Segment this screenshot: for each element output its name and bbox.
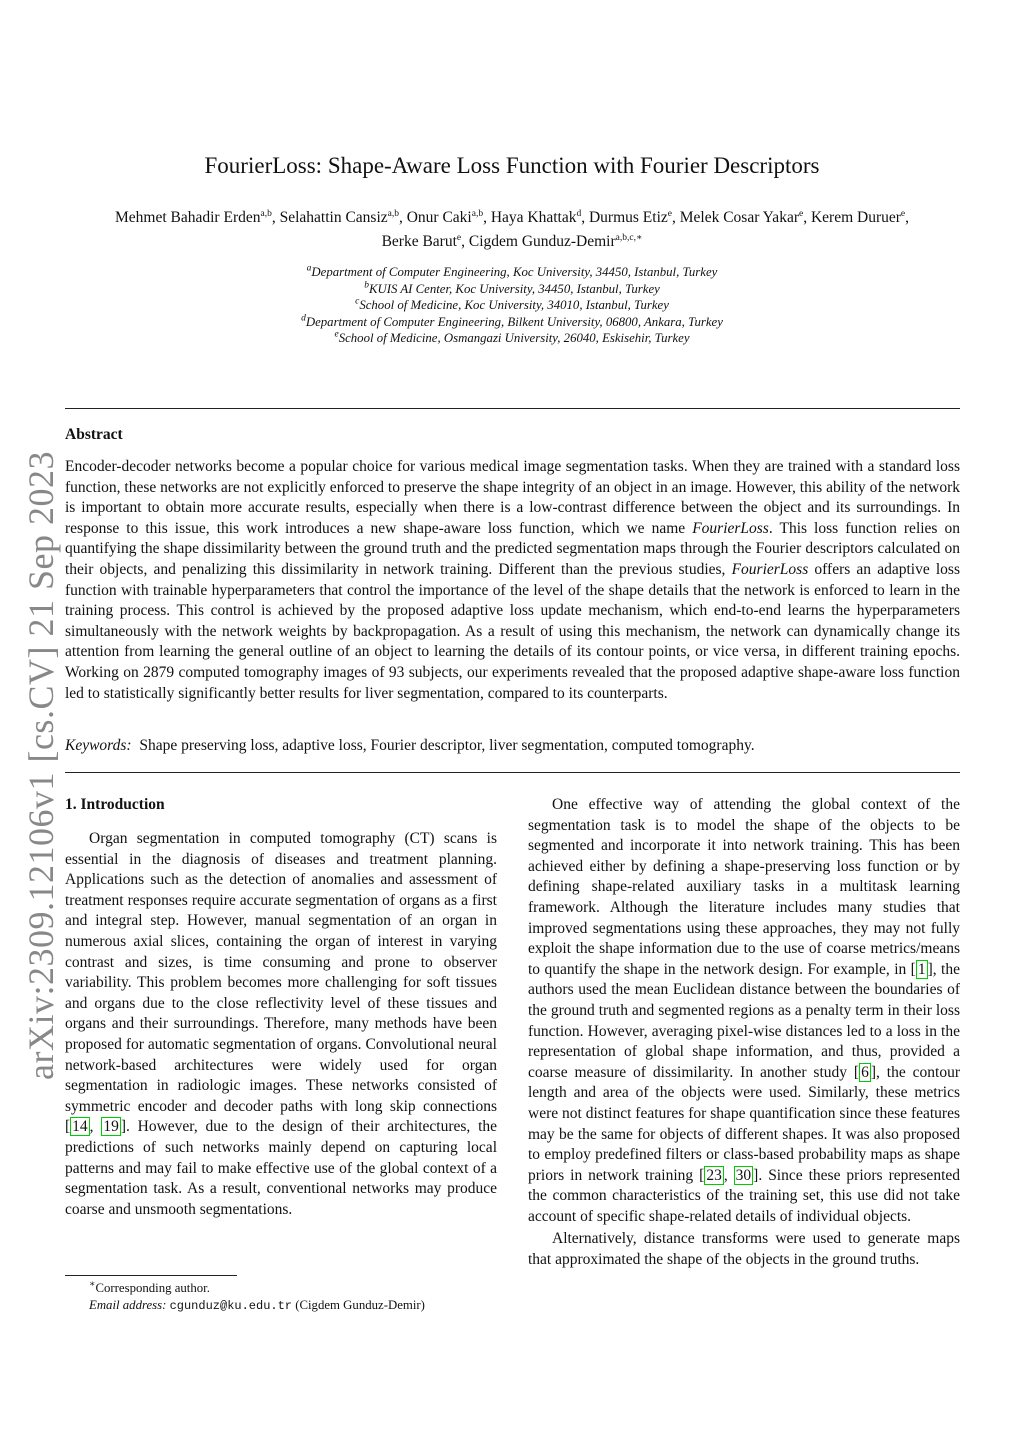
abstract-heading: Abstract xyxy=(65,426,123,443)
right-column xyxy=(528,795,960,1271)
author-name: Berke Barut xyxy=(381,233,457,250)
author-name: Selahattin Cansiz xyxy=(279,209,388,226)
footnote-marker: ∗ xyxy=(89,1279,96,1290)
author-name: Melek Cosar Yakar xyxy=(679,209,799,226)
intro-paragraph: Organ segmentation in computed tomography (CT) scans is essential in the diagnosis of diseases and treatment planning. Applications such as the detection of anomalies and assessment of treatment responses require accurate segmentation of organs as a first and integral step. However, manual segmentation of an organ in numerous axial slices, containing the organ of interest in varying contrast and sizes, is time consuming and prone to observer variability. This problem becomes more challenging for soft tissues and organs due to the close reflectivity level of these tissues and organs and their surroundings. Therefore, many methods have been proposed for automatic segmentation of organs. Convolutional neural network-based architectures were widely used for organ segmentation in radiologic images. These networks consisted of symmetric encoder and decoder paths with long skip connections [ 14 , 19 ]. However, due to the design of their architectures, the predictions of such networks mainly depend on capturing local patterns and may fail to make effective use of the global context of a segmentation task. As a result, conventional networks may produce coarse and unsmooth segmentations. xyxy=(65,830,497,1218)
author-name: Onur Caki xyxy=(406,209,472,226)
email-label: Email address: xyxy=(89,1298,167,1312)
author-name: Durmus Etiz xyxy=(588,209,668,226)
author-name: Haya Khattak xyxy=(490,209,577,226)
footnote-divider xyxy=(65,1275,237,1276)
citation-link[interactable]: 6 xyxy=(861,1063,869,1081)
abstract-body: Encoder-decoder networks become a popular choice for various medical image segmentation tasks. When they are trained with a standard loss function, these networks are not explicitly enforced to preserve the shape integrity of an object in an image. However, this ability of the network is important to obtain more accurate results, especially when there is a low-contrast difference between the object and its surroundings. In response to this issue, this work introduces a new shape-aware loss function, which we name FourierLoss. This loss function relies on quantifying the shape dissimilarity between the ground truth and the predicted segmentation maps through the Fourier descriptors calculated on their objects, and penalizing this dissimilarity in network training. Different than the previous studies, FourierLoss offers an adaptive loss function with trainable hyperparameters that control the importance of the level of the shape details that the network is enforced to learn in the training process. This control is achieved by the proposed adaptive loss update mechanism, which end-to-end learns the hyperparameters simultaneously with the network weights by backpropagation. As a result of using this mechanism, the network can dynamically change its attention from learning the general outline of an object to learning the details of its contour points, or vice versa, in different training epochs. Working on 2879 computed tomography images of 93 subjects, our experiments revealed that the proposed adaptive shape-aware loss function led to statistically significantly better results for liver segmentation, compared to its counterparts. xyxy=(65,458,960,702)
left-column xyxy=(65,795,497,1220)
author-name: Cigdem Gunduz-Demir xyxy=(468,233,616,250)
author-sup: d xyxy=(576,208,582,219)
section-heading: 1. Introduction xyxy=(65,796,165,813)
top-divider xyxy=(65,408,960,409)
keywords xyxy=(65,736,960,756)
citation-link[interactable]: 30 xyxy=(735,1166,752,1184)
citation-link[interactable]: 14 xyxy=(72,1118,88,1136)
author-sup: a,b,c,∗ xyxy=(615,232,643,243)
intro-paragraph: One effective way of attending the global context of the segmentation task is to model the shape of the objects to be segmented and incorporate it into network training. This has been achieved either by defining a shape-preserving loss function or by defining shape-related auxiliary tasks in a multitask learning framework. Although the literature includes many studies that improved segmentations using these approaches, they may not fully exploit the shape information due to the use of coarse metrics/means to quantify the shape in the network design. For example, in [ 1 ], the authors used the mean Euclidean distance between the boundaries of the ground truth and segmented regions as a penalty term in their loss function. However, averaging pixel-wise distances led to a loss in the representation of global shape information, and thus, provided a coarse measure of dissimilarity. In another study [ 6 ], the contour length and area of the objects were used. Similarly, these metrics were not distinct features for shape quantification since these features may be the same for objects of different shapes. It was also proposed to employ predefined filters or class-based probability maps as shape priors in network training [ 23 , 30 ]. Since these priors represented the common characteristics of the training set, this use did not take account of specific shape-related details of individual objects. xyxy=(528,796,961,1225)
corresponding-author: Corresponding author. xyxy=(95,1281,210,1295)
author-sup: e xyxy=(900,208,906,219)
affiliation: $^a$Department of Computer Engineering, Koc University, 34450, Istanbul, Turkey xyxy=(306,263,718,279)
method-name: FourierLoss xyxy=(692,519,769,537)
author-name: Mehmet Bahadir Erden xyxy=(115,209,261,226)
arxiv-watermark: arXiv:2309.12106v1 [cs.CV] 21 Sep 2023 xyxy=(21,451,61,1080)
citation-link[interactable]: 23 xyxy=(706,1166,722,1184)
author-sup: e xyxy=(667,208,672,219)
citation-link[interactable]: 1 xyxy=(917,960,926,978)
citation-link[interactable]: 19 xyxy=(103,1118,119,1136)
method-name: FourierLoss xyxy=(731,560,809,578)
author-sup: e xyxy=(798,208,804,219)
affiliation-list xyxy=(100,264,924,347)
author-sup: e xyxy=(456,232,462,243)
paper-title: FourierLoss: Shape-Aware Loss Function with Fourier Descriptors xyxy=(204,153,820,178)
affiliation: $^b$KUIS AI Center, Koc University, 34450, Istanbul, Turkey xyxy=(364,280,660,296)
affiliation: $^d$Department of Computer Engineering, Bilkent University, 06800, Ankara, Turkey xyxy=(301,313,723,329)
author-sup: a,b xyxy=(471,208,484,219)
author-name: Kerem Duruer xyxy=(810,209,901,226)
keywords-text: Shape preserving loss, adaptive loss, Fourier descriptor, liver segmentation, computed tomography. xyxy=(139,737,755,754)
email-owner: (Cigdem Gunduz-Demir) xyxy=(295,1298,425,1312)
email-address[interactable]: cgunduz@ku.edu.tr xyxy=(169,1299,292,1313)
author-sup: a,b xyxy=(387,208,399,219)
intro-paragraph: Alternatively, distance transforms were used to generate maps that approximated the shape of the objects in the ground truths. xyxy=(528,1230,960,1269)
keywords-label: Keywords: xyxy=(65,737,132,754)
bottom-divider xyxy=(65,772,960,773)
author-list: Mehmet Bahadir Erden$^{a,b}$, Selahattin Cansiz$^{a,b}$, Onur Caki$^{a,b}$, Haya Khattak$^d$, Durmus Etiz$^e$, Melek Cosar Yakar$^e$, Kerem Duruer$^e$, Berke Barut$^e$, Cigdem Gunduz-Demir$^{a,b,c,∗}$ xyxy=(115,208,909,250)
author-sup: a,b xyxy=(260,208,272,219)
affiliation: $^e$School of Medicine, Osmangazi University, 26040, Eskisehir, Turkey xyxy=(334,330,690,346)
footnote xyxy=(65,1280,497,1315)
affiliation: $^c$School of Medicine, Koc University, 34010, Istanbul, Turkey xyxy=(355,296,669,313)
